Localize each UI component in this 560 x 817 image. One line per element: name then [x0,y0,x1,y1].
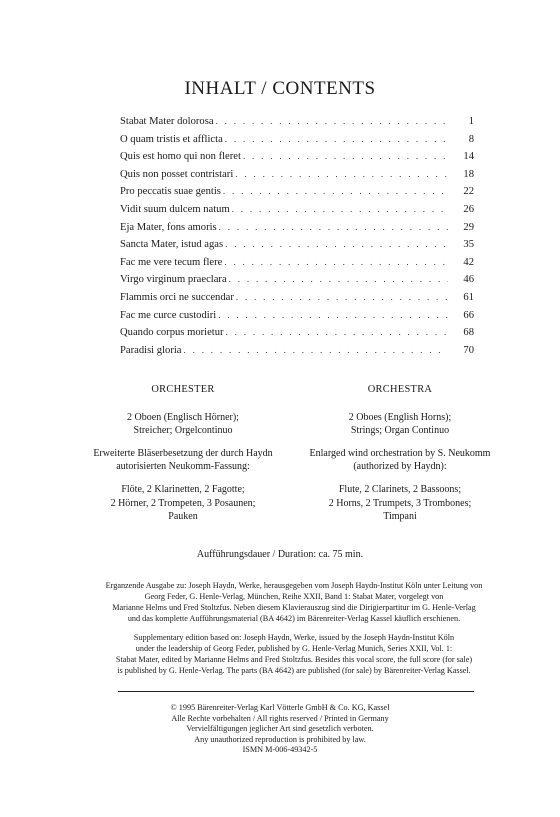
orchestra-english-instruments [300,411,500,438]
toc-entry-title: Quis non posset contristari [120,168,234,180]
text-line: Erweiterte Bläserbesetzung der durch Haydn [93,447,273,459]
toc-leader-dots [216,116,448,126]
toc-entry-page: 66 [463,309,474,321]
toc-entry-title: Flammis orci ne succendar [120,291,234,303]
toc-entry [120,239,474,257]
toc-entry-page: 26 [463,203,474,215]
toc-leader-dots [225,239,448,249]
text-line: Georg Feder, G. Henle-Verlag, München, Reihe XXII, Band 1: Stabat Mater, vorgelegt von [144,592,444,601]
table-of-contents [120,116,474,362]
orchestra-english-column [300,383,500,533]
toc-entry-title: Fac me vere tecum flere [120,256,223,268]
toc-entry [120,116,474,134]
orchestra-german-winds [78,483,288,524]
text-line: Flöte, 2 Klarinetten, 2 Fagotte; [121,483,245,495]
text-line: Alle Rechte vorbehalten / All rights reserved / Printed in Germany [171,713,389,723]
toc-leader-dots [243,151,448,161]
toc-entry-page: 8 [468,133,474,145]
text-line: Timpani [383,511,417,523]
toc-entry-page: 22 [463,186,474,198]
toc-leader-dots [184,345,449,355]
toc-entry [120,204,474,222]
page-title: INHALT / CONTENTS [184,78,376,99]
toc-entry-page: 42 [463,256,474,268]
toc-entry [120,345,474,363]
toc-leader-dots [229,274,448,284]
text-line: Erganzende Ausgabe zu: Joseph Haydn, Werke, herausgegeben vom Joseph Haydn-Institut Köln unter Leitung von [105,581,483,590]
text-line: 2 Oboes (English Horns); [348,411,452,423]
toc-entry-title: Fac me curce custodiri [120,309,217,321]
toc-leader-dots [236,292,448,302]
orchestra-german-instruments [78,411,288,438]
text-line: Strings; Organ Continuo [350,425,450,437]
orchestra-english-winds [300,483,500,524]
toc-entry [120,257,474,275]
toc-entry-page: 35 [463,239,474,251]
orchestra-german-enlarged [78,447,288,474]
text-line: Flute, 2 Clarinets, 2 Bassoons; [338,483,462,495]
orchestra-english-enlarged [300,447,500,474]
toc-entry [120,274,474,292]
toc-entry-title: Quis est homo qui non fleret [120,151,241,163]
text-line: Marianne Helms und Fred Stoltzfus. Neben diesem Klavierauszug sind die Dirigierpartitur im G. Henle-Verlag [112,603,476,612]
edition-note-english [84,632,504,676]
toc-entry-page: 70 [463,344,474,356]
copyright-block [0,703,560,756]
text-line: Enlarged wind orchestration by S. Neukomm [309,447,491,459]
toc-entry-page: 29 [463,221,474,233]
toc-entry [120,327,474,345]
text-line: under the leadership of Georg Feder, published by G. Henle-Verlag Munich, Series XXII, Vol. 1: [135,644,453,653]
toc-entry-title: Vidit suum dulcem natum [120,203,230,215]
toc-leader-dots [235,169,448,179]
toc-entry [120,134,474,152]
toc-entry-title: Quando corpus morietur [120,327,224,339]
toc-leader-dots [219,222,448,232]
toc-entry [120,310,474,328]
toc-entry [120,151,474,169]
toc-entry-title: Sancta Mater, istud agas [120,239,224,251]
toc-entry [120,292,474,310]
toc-entry [120,222,474,240]
text-line: 2 Horns, 2 Trumpets, 3 Trombones; [328,497,472,509]
text-line: Streicher; Orgelcontinuo [133,425,233,437]
toc-entry-page: 68 [463,327,474,339]
toc-leader-dots [223,186,448,196]
edition-note-german [84,580,504,624]
text-line: Any unauthorized reproduction is prohibited by law. [194,734,366,744]
toc-leader-dots [232,204,448,214]
text-line: Supplementary edition based on: Joseph Haydn, Werke, issued by the Joseph Haydn-Institut Köln [133,633,455,642]
text-line: is published by G. Henle-Verlag. The parts (BA 4642) are published (for sale) by Bärenreiter-Verlag Kassel. [117,666,471,675]
toc-entry-page: 46 [463,274,474,286]
orchestra-english-heading: ORCHESTRA [367,384,433,395]
toc-entry-page: 14 [463,151,474,163]
text-line: autorisierten Neukomm-Fassung: [116,461,250,473]
orchestra-german-column [78,383,288,533]
text-line: Stabat Mater, edited by Marianne Helms and Fred Stoltzfus. Besides this vocal score, the full score (for sale) [115,655,473,664]
text-line: © 1995 Bärenreiter-Verlag Karl Vötterle GmbH & Co. KG, Kassel [170,703,390,712]
toc-leader-dots [226,327,448,337]
horizontal-divider [118,691,474,692]
performance-duration: Aufführungsdauer / Duration: ca. 75 min. [196,549,364,560]
orchestra-german-heading: ORCHESTER [151,384,215,395]
text-line: 2 Oboen (Englisch Hörner); [127,411,239,423]
toc-entry-title: Pro peccatis suae gentis [120,186,221,198]
toc-entry-title: Stabat Mater dolorosa [120,116,214,127]
toc-entry-page: 61 [463,291,474,303]
text-line: und das komplette Aufführungsmaterial (BA 4642) im Bärenreiter-Verlag Kassel käuflich erschienen. [127,614,461,623]
toc-entry-page: 18 [463,168,474,180]
text-line: Vervielfältigungen jeglicher Art sind gesetzlich verboten. [186,724,374,734]
text-line: (authorized by Haydn): [353,461,447,473]
toc-leader-dots [225,134,448,144]
toc-entry-title: Eja Mater, fons amoris [120,221,217,233]
toc-entry-title: Virgo virginum praeclara [120,274,227,286]
toc-entry-page: 1 [468,116,474,127]
toc-entry-title: Paradisi gloria [120,344,182,356]
toc-entry-title: O quam tristis et afflicta [120,133,223,145]
toc-entry [120,169,474,187]
text-line: Pauken [168,511,198,523]
text-line: 2 Hörner, 2 Trompeten, 3 Posaunen; [110,497,256,509]
text-line: ISMN M-006-49342-5 [242,745,318,755]
toc-leader-dots [224,257,448,267]
toc-entry [120,186,474,204]
toc-leader-dots [218,310,448,320]
